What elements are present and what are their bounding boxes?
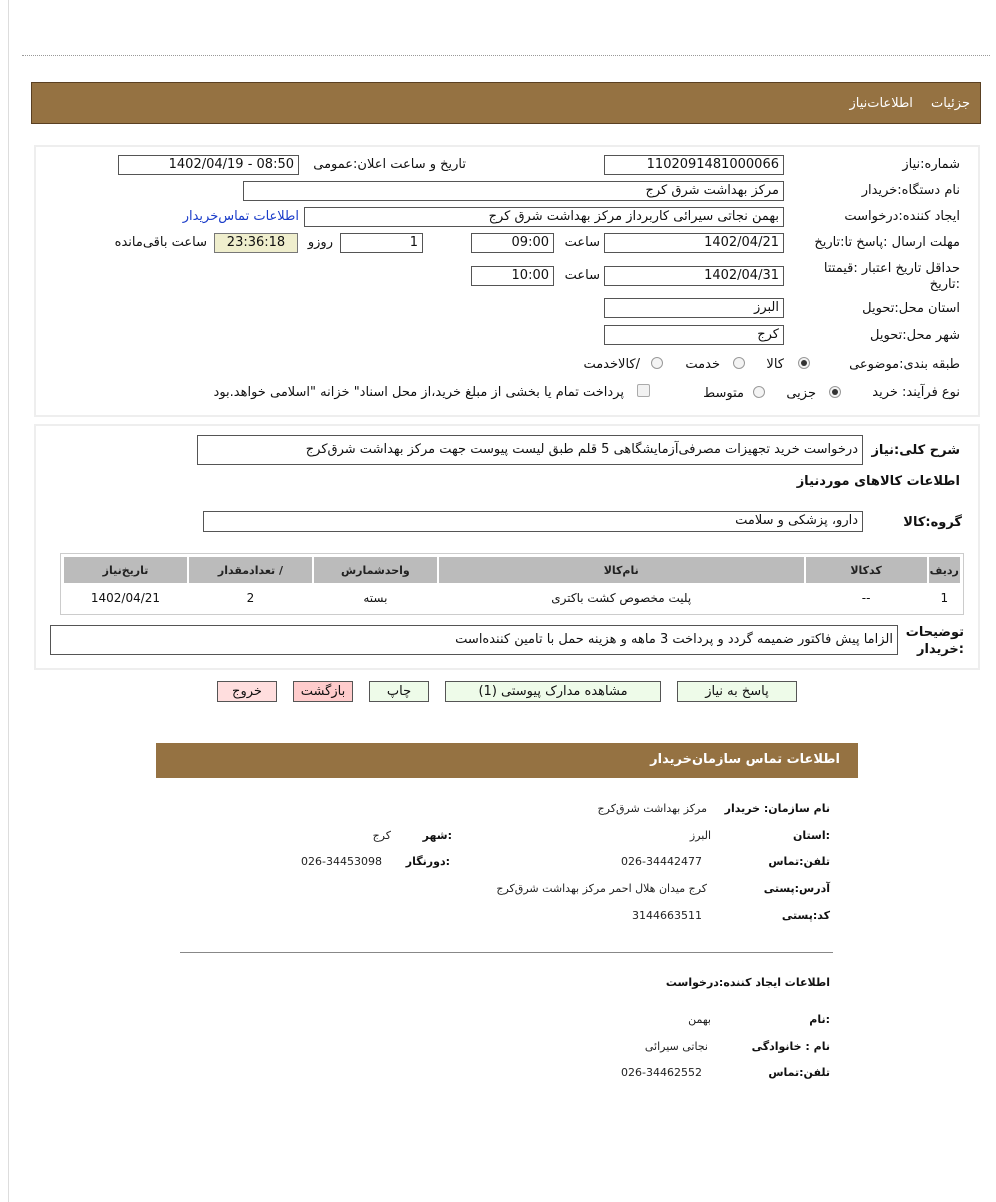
goods-table	[62, 555, 962, 613]
print-button[interactable]: چاپ	[369, 681, 429, 702]
category-goods-radio[interactable]	[798, 357, 810, 369]
process-label: نوع فرآیند: خرید	[872, 385, 960, 400]
contact-province-label: :استان	[793, 829, 830, 842]
process-partial-label: جزیی	[786, 386, 816, 401]
deadline-label: مهلت ارسال :پاسخ تا:تاریخ	[814, 235, 960, 250]
table-row	[64, 585, 960, 611]
treasury-payment-note: پرداخت تمام یا بخشی از مبلغ خرید،از محل اسناد" خزانه "اسلامی خواهد.بود	[213, 385, 624, 400]
province-label: استان محل:تحویل	[862, 301, 960, 316]
creator-title: اطلاعات ایجاد کننده:درخواست	[665, 976, 830, 989]
validity-date-field: 1402/04/31	[604, 266, 784, 286]
cell-unit: بسته	[363, 591, 388, 605]
category-service-label: خدمت	[685, 357, 720, 372]
cell-name: پلیت مخصوص کشت باکتری	[551, 591, 692, 605]
province-field: البرز	[604, 298, 784, 318]
remaining-timer: 23:36:18	[214, 233, 298, 253]
view-docs-button[interactable]: مشاهده مدارک پیوستی (1)	[445, 681, 661, 702]
creator-phone-value: 026-34462552	[621, 1066, 702, 1079]
category-both-label: /کالاخدمت	[583, 357, 640, 372]
col-unit: واحدشمارش	[314, 557, 437, 583]
summary-field: درخواست خرید تجهیزات مصرفی‌آزمایشگاهی 5 قلم طبق لیست پیوست جهت مرکز بهداشت شرق‌کرج	[197, 435, 863, 465]
creator-family-label: نام : خانوادگی	[751, 1040, 830, 1053]
requester-field: بهمن نجاتی سیرائی کاربرداز مرکز بهداشت شرق کرج	[304, 207, 784, 227]
validity-time-word: ساعت	[564, 268, 600, 283]
deadline-time-field: 09:00	[471, 233, 554, 253]
col-date: تاریخ‌نیاز	[64, 557, 187, 583]
validity-label-text: حداقل تاریخ اعتبار :قیمتتا :تاریخ	[823, 261, 960, 292]
contact-phone-label: تلفن:تماس	[768, 855, 830, 868]
col-name: نام‌کالا	[439, 557, 804, 583]
group-label: گروه:کالا	[903, 515, 962, 530]
goods-info-title: اطلاعات کالاهای موردنیاز	[796, 474, 960, 489]
category-both-radio[interactable]	[651, 357, 663, 369]
col-code: کدکالا	[806, 557, 927, 583]
cell-code: --	[861, 591, 871, 605]
org-value: مرکز بهداشت شرق‌کرج	[597, 802, 707, 815]
section-divider	[180, 952, 833, 953]
contact-city-label: :شهر	[422, 829, 452, 842]
validity-label	[820, 261, 960, 293]
postal-label: کد:پستی	[781, 909, 830, 922]
buyer-contact-link[interactable]: اطلاعات تماس‌خریدار	[182, 209, 299, 224]
breadcrumb-need-info[interactable]: اطلاعات‌نیاز	[849, 96, 913, 111]
notes-label	[898, 624, 964, 658]
fax-label: :دورنگار	[405, 855, 450, 868]
process-partial-radio[interactable]	[829, 386, 841, 398]
contact-header-bar	[156, 743, 858, 778]
buyer-org-label: نام دستگاه:خریدار	[861, 183, 960, 198]
announce-label: تاریخ و ساعت اعلان:عمومی	[313, 157, 466, 172]
contact-title: اطلاعات تماس سازمان‌خریدار	[650, 752, 840, 767]
contact-province-value: البرز	[689, 829, 711, 842]
buyer-org-field: مرکز بهداشت شرق کرج	[243, 181, 784, 201]
need-number-field: 1102091481000066	[604, 155, 784, 175]
category-goods-label: کالا	[766, 357, 784, 372]
postal-value: 3144663511	[632, 909, 702, 922]
breadcrumb	[835, 96, 970, 111]
org-label: نام سازمان: خریدار	[724, 802, 830, 815]
cell-date: 1402/04/21	[90, 591, 161, 605]
treasury-payment-checkbox[interactable]	[637, 384, 650, 397]
announce-field: 1402/04/19 - 08:50	[118, 155, 299, 175]
header-bar	[31, 82, 981, 124]
reply-button[interactable]: پاسخ به نیاز	[677, 681, 797, 702]
address-label: آدرس:پستی	[763, 882, 830, 895]
top-divider	[22, 55, 990, 56]
days-field: 1	[340, 233, 423, 253]
days-word: روزو	[307, 235, 333, 250]
notes-label-text: توضیحات :خریدار	[905, 625, 964, 657]
col-row: ردیف	[929, 557, 960, 583]
table-header-row	[64, 557, 960, 583]
left-border	[8, 0, 9, 1202]
requester-label: ایجاد کننده:درخواست	[844, 209, 960, 224]
city-field: کرج	[604, 325, 784, 345]
contact-city-value: کرج	[372, 829, 391, 842]
notes-field: الزاما پیش فاکتور ضمیمه گردد و پرداخت 3 ماهه و هزینه حمل با تامین کننده‌است	[50, 625, 898, 655]
process-medium-radio[interactable]	[753, 386, 765, 398]
back-button[interactable]: بازگشت	[293, 681, 353, 702]
category-service-radio[interactable]	[733, 357, 745, 369]
cell-row: 1	[940, 591, 949, 605]
summary-label: شرح کلی:نیاز	[871, 443, 960, 458]
remaining-label: ساعت باقی‌مانده	[114, 235, 207, 250]
creator-phone-label: تلفن:تماس	[768, 1066, 830, 1079]
category-label: طبقه بندی:موضوعی	[849, 357, 960, 372]
exit-button[interactable]: خروج	[217, 681, 277, 702]
group-field: دارو، پزشکی و سلامت	[203, 511, 863, 532]
breadcrumb-details[interactable]: جزئیات	[931, 96, 970, 111]
fax-value: 026-34453098	[301, 855, 382, 868]
contact-phone-value: 026-34442477	[621, 855, 702, 868]
deadline-date-field: 1402/04/21	[604, 233, 784, 253]
validity-time-field: 10:00	[471, 266, 554, 286]
col-qty: / تعدادمقدار	[189, 557, 312, 583]
cell-qty: 2	[246, 591, 255, 605]
process-medium-label: متوسط	[703, 386, 744, 401]
creator-family-value: نجاتی سیرائی	[644, 1040, 708, 1053]
address-value: کرج میدان هلال احمر مرکز بهداشت شرق‌کرج	[496, 882, 707, 895]
city-label: شهر محل:تحویل	[870, 328, 960, 343]
creator-name-value: بهمن	[688, 1013, 711, 1026]
need-number-label: شماره:نیاز	[902, 157, 960, 172]
deadline-time-word: ساعت	[564, 235, 600, 250]
creator-name-label: :نام	[809, 1013, 830, 1026]
